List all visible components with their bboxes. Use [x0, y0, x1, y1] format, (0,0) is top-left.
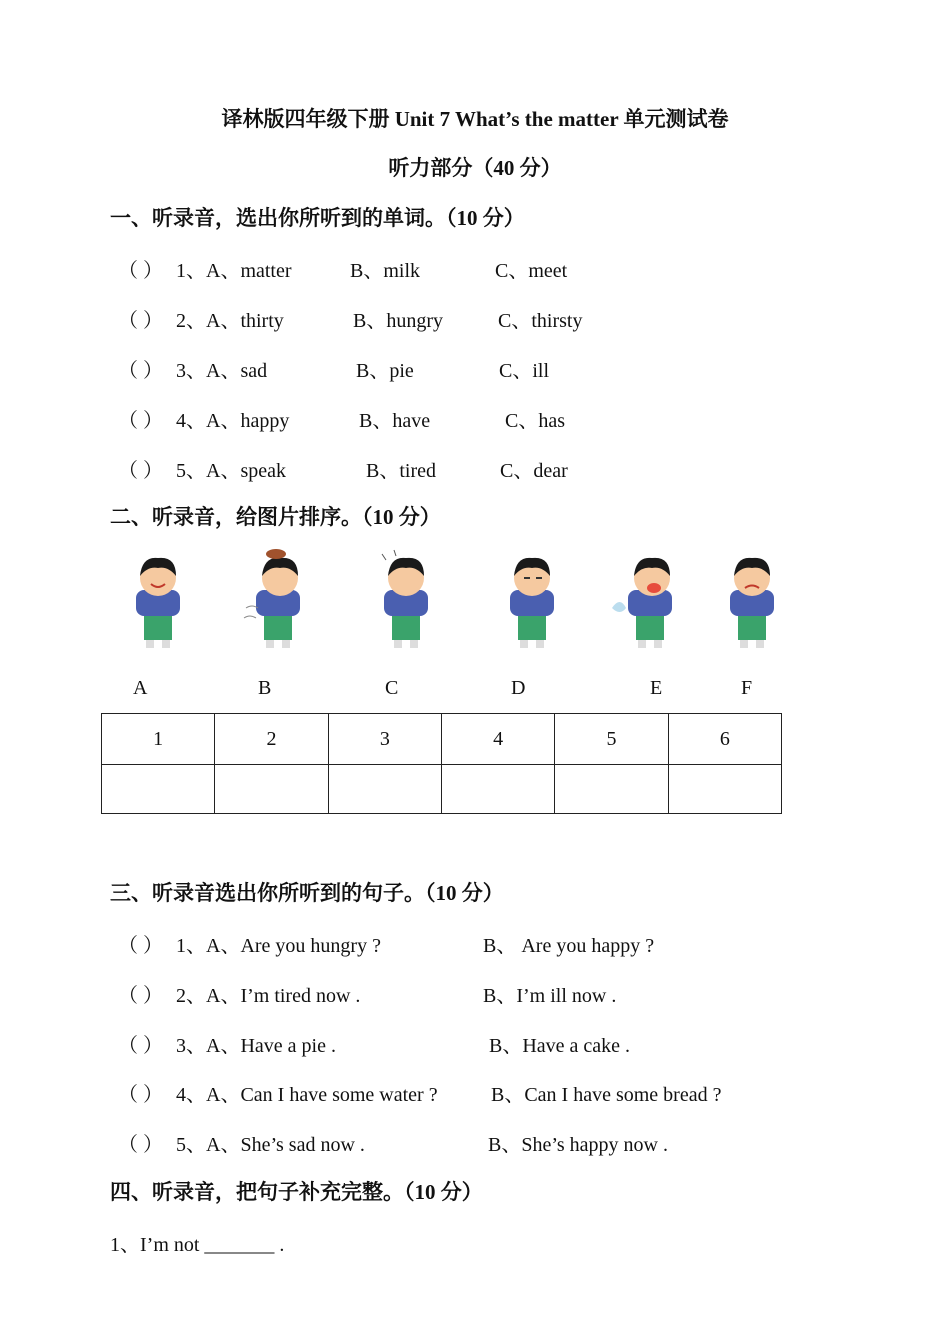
answer-cell[interactable] — [328, 765, 441, 814]
option-a: 2、A、thirty — [176, 310, 284, 332]
option-a: 5、A、She’s sad now . — [176, 1134, 365, 1156]
answer-bracket[interactable]: （ ） — [118, 1084, 163, 1106]
option-b: B、pie — [356, 360, 414, 382]
option-b: B、Can I have some bread ? — [491, 1084, 722, 1106]
boy-thirsty-picture — [608, 548, 692, 656]
option-a: 3、A、sad — [176, 360, 268, 382]
answer-bracket[interactable]: （ ） — [118, 260, 163, 282]
option-b: B、tired — [366, 460, 436, 482]
table-answer-row — [102, 765, 782, 814]
boy-sad-picture — [710, 548, 794, 656]
option-b: B、She’s happy now . — [488, 1134, 668, 1156]
ordering-table — [101, 713, 782, 814]
picture-label: B — [258, 677, 272, 699]
boy-happy-picture — [116, 548, 200, 656]
answer-bracket[interactable]: （ ） — [118, 1035, 163, 1057]
picture-label: E — [650, 677, 663, 699]
answer-bracket[interactable]: （ ） — [118, 1134, 163, 1156]
table-header-cell: 4 — [441, 714, 554, 765]
answer-bracket[interactable]: （ ） — [118, 935, 163, 957]
section-2-heading: 二、听录音，给图片排序。（10 分） — [110, 505, 441, 529]
table-header-cell: 1 — [102, 714, 215, 765]
answer-bracket[interactable]: （ ） — [118, 310, 163, 332]
option-b: B、I’m ill now . — [483, 985, 617, 1007]
option-b: B、hungry — [353, 310, 443, 332]
option-b: B、have — [359, 410, 431, 432]
table-header-cell: 6 — [668, 714, 781, 765]
answer-cell[interactable] — [668, 765, 781, 814]
option-a: 3、A、Have a pie . — [176, 1035, 336, 1057]
table-header-cell: 5 — [555, 714, 668, 765]
answer-cell[interactable] — [555, 765, 668, 814]
answer-bracket[interactable]: （ ） — [118, 985, 163, 1007]
option-a: 5、A、speak — [176, 460, 286, 482]
option-c: C、has — [505, 410, 565, 432]
boy-hungry-picture — [236, 548, 320, 656]
table-header-cell: 2 — [215, 714, 328, 765]
option-a: 1、A、matter — [176, 260, 292, 282]
option-b: B、Have a cake . — [489, 1035, 631, 1057]
table-header-row — [102, 714, 782, 765]
table-header-cell: 3 — [328, 714, 441, 765]
answer-bracket[interactable]: （ ） — [118, 360, 163, 382]
option-a: 4、A、happy — [176, 410, 290, 432]
answer-cell[interactable] — [102, 765, 215, 814]
boy-tired-picture — [490, 548, 574, 656]
picture-label: A — [133, 677, 148, 699]
option-a: 4、A、Can I have some water ? — [176, 1084, 438, 1106]
option-c: C、ill — [499, 360, 550, 382]
picture-label: D — [511, 677, 526, 699]
page-title: 译林版四年级下册 Unit 7 What’s the matter 单元测试卷 — [221, 107, 729, 131]
option-b: B、milk — [350, 260, 421, 282]
answer-cell[interactable] — [215, 765, 328, 814]
option-a: 1、A、Are you hungry ? — [176, 935, 381, 957]
section-4-heading: 四、听录音，把句子补充完整。（10 分） — [110, 1180, 483, 1204]
option-c: C、meet — [495, 260, 568, 282]
picture-label: F — [741, 677, 753, 699]
picture-label: C — [385, 677, 399, 699]
option-a: 2、A、I’m tired now . — [176, 985, 361, 1007]
option-b: B、 Are you happy ? — [483, 935, 655, 957]
answer-bracket[interactable]: （ ） — [118, 460, 163, 482]
option-c: C、thirsty — [498, 310, 583, 332]
answer-bracket[interactable]: （ ） — [118, 410, 163, 432]
section-3-heading: 三、听录音选出你所听到的句子。（10 分） — [110, 881, 504, 905]
answer-cell[interactable] — [441, 765, 554, 814]
section-1-heading: 一、听录音，选出你所听到的单词。（10 分） — [110, 206, 525, 230]
boy-ill-picture — [364, 548, 448, 656]
option-c: C、dear — [500, 460, 568, 482]
fill-in-sentence[interactable]: 1、I’m not _______ . — [110, 1234, 285, 1256]
page-subtitle: 听力部分（40 分） — [388, 156, 562, 180]
